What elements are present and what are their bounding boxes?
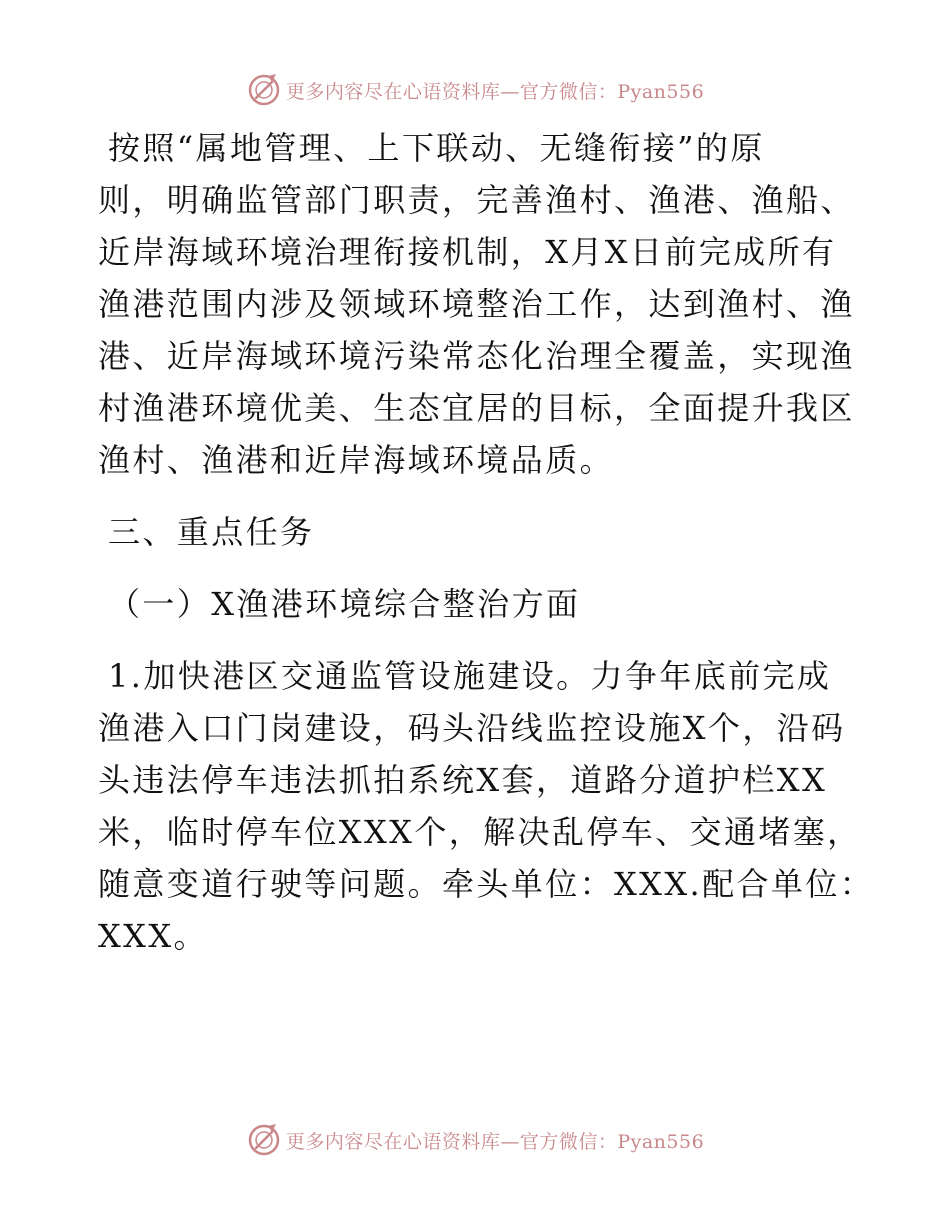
paragraph-line: 则，明确监管部门职责，完善渔村、渔港、渔船、 xyxy=(98,181,855,219)
paragraph-line: 渔港范围内涉及领域环境整治工作，达到渔村、渔 xyxy=(98,285,855,323)
footer-watermark xyxy=(0,1122,950,1158)
document-body xyxy=(98,122,875,962)
paragraph-1 xyxy=(98,122,858,486)
subsection-heading: （一）X渔港环境综合整治方面 xyxy=(108,585,581,623)
paragraph-line: XXX。 xyxy=(98,917,208,955)
paragraph-line: 米，临时停车位XXX个，解决乱停车、交通堵塞， xyxy=(98,813,862,851)
paragraph-line: 渔村、渔港和近岸海域环境品质。 xyxy=(98,441,615,479)
watermark-text: 更多内容尽在心语资料库—官方微信：Pyan556 xyxy=(285,1130,705,1153)
paragraph-line: 村渔港环境优美、生态宜居的目标，全面提升我区 xyxy=(98,389,855,427)
watermark-text: 更多内容尽在心语资料库—官方微信：Pyan556 xyxy=(285,80,705,103)
paragraph-line: 渔港入口门岗建设，码头沿线监控设施X个，沿码 xyxy=(98,709,846,747)
section-heading: 三、重点任务 xyxy=(108,513,315,551)
pen-logo-icon xyxy=(246,72,282,108)
paragraph-line: 随意变道行驶等问题。牵头单位：XXX.配合单位： xyxy=(98,865,875,903)
paragraph-line: 1.加快港区交通监管设施建设。力争年底前完成 xyxy=(108,657,832,695)
paragraph-2 xyxy=(98,650,875,962)
header-watermark xyxy=(0,72,950,108)
paragraph-line: 近岸海域环境治理衔接机制，X月X日前完成所有 xyxy=(98,233,837,271)
pen-logo-icon xyxy=(246,1122,282,1158)
paragraph-line: 港、近岸海域环境污染常态化治理全覆盖，实现渔 xyxy=(98,337,855,375)
paragraph-line: 头违法停车违法抓拍系统X套，道路分道护栏XX xyxy=(98,761,828,799)
paragraph-line: 按照“属地管理、上下联动、无缝衔接”的原 xyxy=(108,129,765,167)
